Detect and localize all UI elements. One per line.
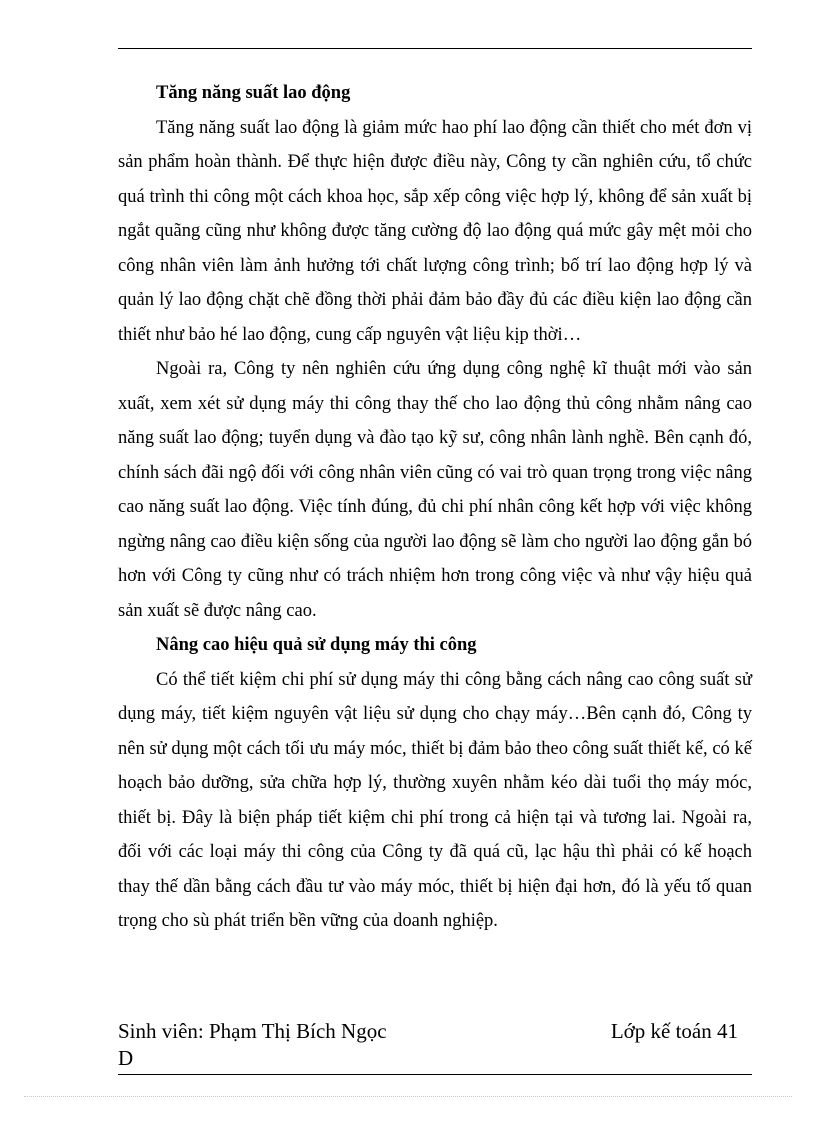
footer-class-name: Lớp kế toán 41 (610, 1019, 738, 1043)
footer-student-name: Sinh viên: Phạm Thị Bích Ngọc (118, 1019, 387, 1043)
document-body (118, 76, 752, 939)
paragraph: Ngoài ra, Công ty nên nghiên cứu ứng dụng công nghệ kĩ thuật mới vào sản xuất, xem xét sử dụng máy thi công thay thế cho lao động thủ công nhằm nâng cao năng suất lao động; tuyển dụng và đào tạo kỹ sư, công nhân lành nghề. Bên cạnh đó, chính sách đãi ngộ đối với công nhân viên cũng có vai trò quan trọng trong việc nâng cao năng suất lao động. Việc tính đúng, đủ chi phí nhân công kết hợp với việc không ngừng nâng cao điều kiện sống của người lao động sẽ làm cho người lao động gắn bó hơn với Công ty cũng như có trách nhiệm hơn trong công việc và như vậy hiệu quả sản xuất sẽ được nâng cao. (118, 359, 752, 621)
page-boundary-dotted-line (24, 1096, 792, 1097)
section-heading-machine-efficiency: Nâng cao hiệu quả sử dụng máy thi công (156, 635, 477, 655)
paragraph: Tăng năng suất lao động là giảm mức hao phí lao động cần thiết cho mét đơn vị sản phẩm hoàn thành. Để thực hiện được điều này, Công ty cần nghiên cứu, tổ chức quá trình thi công một cách khoa học, sắp xếp công việc hợp lý, không để sản xuất bị ngắt quãng cũng như không được tăng cường độ lao động quá mức gây mệt mỏi cho công nhân viên làm ảnh hưởng tới chất lượng công trình; bố trí lao động hợp lý và quản lý lao động chặt chẽ đồng thời phải đảm bảo đầy đủ các điều kiện lao động cần thiết như bảo hé lao động, cung cấp nguyên vật liệu kịp thời… (118, 117, 752, 345)
footer-rule (118, 1074, 752, 1075)
paragraph: Có thể tiết kiệm chi phí sử dụng máy thi công bằng cách nâng cao công suất sử dụng máy, tiết kiệm nguyên vật liệu sử dụng cho chạy máy…Bên cạnh đó, Công ty nên sử dụng một cách tối ưu máy móc, thiết bị đảm bảo theo công suất thiết kế, có kế hoạch bảo dưỡng, sửa chữa hợp lý, thường xuyên nhằm kéo dài tuổi thọ máy móc, thiết bị. Đây là biện pháp tiết kiệm chi phí trong cả hiện tại và tương lai. Ngoài ra, đối với các loại máy thi công của Công ty đã quá cũ, lạc hậu thì phải có kế hoạch thay thế dần bằng cách đầu tư vào máy móc, thiết bị hiện đại hơn, đó là yếu tố quan trọng cho sù phát triển bền vững của doanh nghiệp. (118, 669, 752, 931)
header-rule (118, 48, 752, 49)
footer-student-name-continued: D (118, 1046, 134, 1070)
section-heading-labor-productivity: Tăng năng suất lao động (156, 83, 351, 103)
